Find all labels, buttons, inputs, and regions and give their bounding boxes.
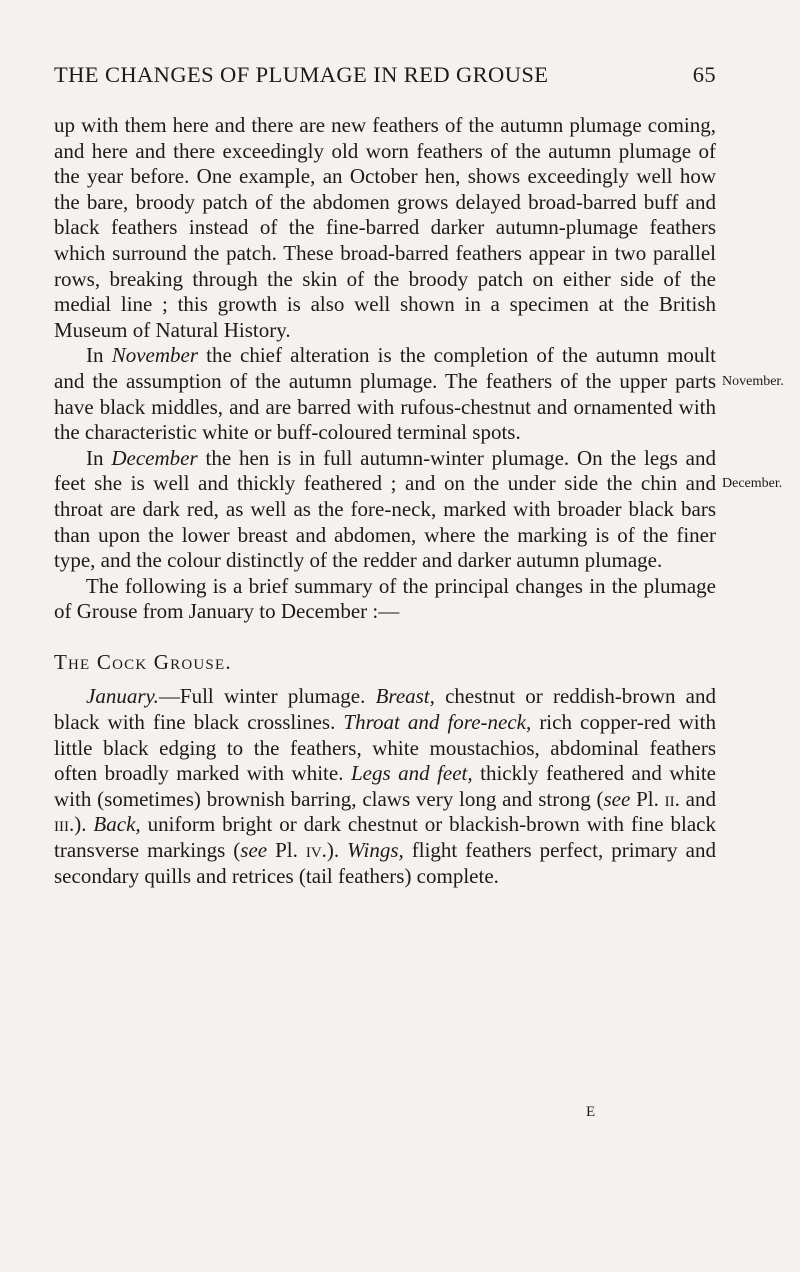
label-wings: Wings, [347, 838, 404, 863]
january-text-10: ). [326, 838, 348, 863]
body-text [54, 113, 716, 889]
paragraph-november-text: the chief alteration is the completion of the autumn moult and the assumption of the autumn plumage. The feathers of the upper parts have black middles, and are barred with rufous-chestnut and ornamented with the characteristic white or buff-coloured terminal spots. [54, 343, 717, 445]
label-throat: Throat and fore-neck, [343, 710, 532, 735]
paragraph-november [54, 343, 716, 445]
paragraph-december [54, 446, 716, 574]
header-title: THE CHANGES OF PLUMAGE IN RED GROUSE [54, 62, 549, 87]
plate-ref-3: iii. [54, 812, 75, 837]
january-text-11: flight feathers perfect, primary and secondary quills and retrices (tail feathers) complete. [54, 838, 716, 888]
paragraph-continuation: up with them here and there are new feathers of the autumn plumage coming, and here and there exceedingly old worn feathers of the autumn plumage of the year before. One example, an October hen, shows exceedingly well how the bare, broody patch of the abdomen grows delayed broad-barred buff and black feathers instead of the fine-barred darker autumn-plumage feathers which surround the patch. These broad-barred feathers appear in two parallel rows, breaking through the skin of the broody patch on either side of the medial line ; this growth is also well shown in a specimen at the British Museum of Natural History. [54, 113, 716, 342]
paragraph-january [54, 684, 716, 889]
page-number: 65 [692, 62, 716, 87]
margin-note-december: December. [722, 476, 783, 491]
january-text-2: chestnut or reddish-brown and black with fine black crosslines. [54, 684, 716, 735]
january-text-6: and [679, 786, 717, 811]
see-ref-1: see [603, 786, 631, 811]
running-header [54, 62, 716, 88]
paragraph-summary-intro: The following is a brief summary of the principal changes in the plumage of Grouse from January to December :— [54, 573, 716, 624]
january-text-3: rich copper-red with little black edging to the feathers, white moustachios, abdominal feathers often broadly marked with white. [54, 710, 716, 786]
plate-ref-4: iv. [305, 838, 327, 863]
january-text-5: Pl. [630, 786, 665, 811]
january-text-9: Pl. [267, 838, 306, 863]
month-november: November [111, 343, 198, 368]
label-january: January. [86, 684, 159, 709]
january-text-4: thickly feathered and white with (sometimes) brownish barring, claws very long and strong ( [54, 761, 717, 811]
month-december: December [111, 445, 198, 470]
see-ref-2: see [240, 838, 268, 863]
january-text-7: ). [74, 812, 94, 837]
paragraph-december-lead: In [86, 445, 112, 470]
section-heading: The Cock Grouse. [54, 649, 232, 674]
plate-ref-2: ii. [664, 786, 680, 811]
margin-note-november: November. [722, 374, 784, 389]
january-text-1: —Full winter plumage. [158, 684, 376, 709]
paragraph-november-lead: In [86, 343, 112, 368]
label-back: Back, [93, 812, 141, 837]
january-text-8: uniform bright or dark chestnut or blackish-brown with fine black transverse markings ( [54, 812, 716, 863]
label-legs: Legs and feet, [350, 761, 473, 786]
signature-mark: E [586, 1104, 596, 1120]
label-breast: Breast, [375, 684, 435, 709]
paragraph-december-text: the hen is in full autumn-winter plumage. On the legs and feet she is well and thickly feathered ; and on the under side the chin and throat are dark red, as well as the fore-neck, marked with broader black bars than upon the lower breast and abdomen, where the marking is of the finer type, and the colour distinctly of the redder and darker autumn plumage. [54, 445, 717, 573]
